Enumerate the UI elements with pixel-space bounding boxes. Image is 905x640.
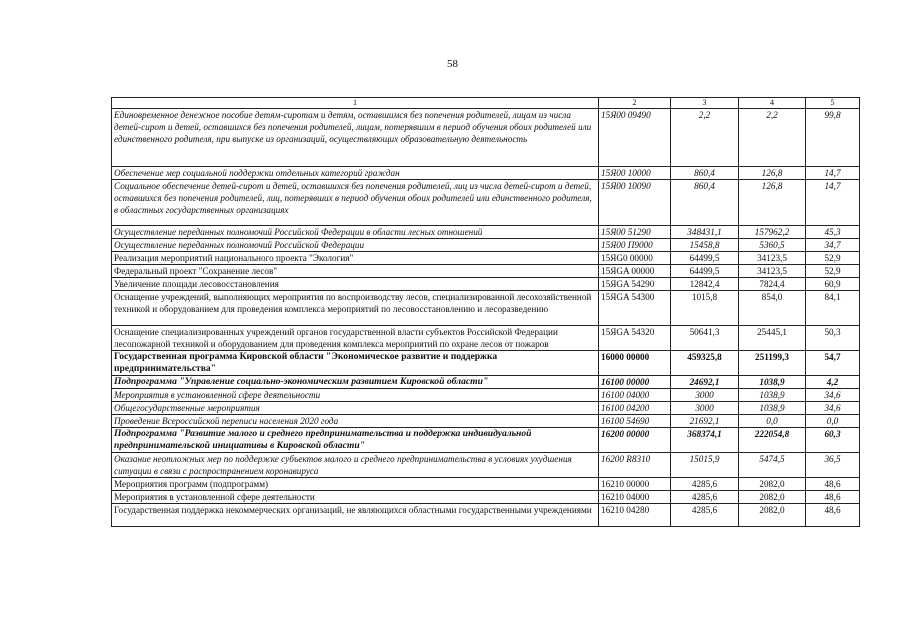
row-value-3-cell: 368374,1 xyxy=(671,428,739,453)
row-value-5-cell: 52,9 xyxy=(806,252,860,265)
table-header-row xyxy=(112,98,860,109)
row-value-4-cell: 251199,3 xyxy=(739,351,806,376)
row-value-5-cell: 48,6 xyxy=(806,478,860,491)
row-value-5-cell: 50,3 xyxy=(806,326,860,351)
row-value-3-cell: 4285,6 xyxy=(671,491,739,504)
row-value-4-cell: 1038,9 xyxy=(739,402,806,415)
row-value-4-cell: 0,0 xyxy=(739,415,806,428)
table-row xyxy=(112,109,860,167)
row-value-4-cell: 2,2 xyxy=(739,109,806,167)
row-value-3-cell: 459325,8 xyxy=(671,351,739,376)
row-value-3-cell: 1015,8 xyxy=(671,291,739,326)
row-value-5-cell: 60,9 xyxy=(806,278,860,291)
row-value-5-cell: 4,2 xyxy=(806,376,860,389)
row-value-3-cell: 24692,1 xyxy=(671,376,739,389)
row-value-4-cell: 126,8 xyxy=(739,167,806,180)
table-row xyxy=(112,226,860,239)
table-row xyxy=(112,351,860,376)
table-row xyxy=(112,265,860,278)
row-value-5-cell: 34,7 xyxy=(806,239,860,252)
header-col-5: 5 xyxy=(806,98,860,109)
row-value-3-cell: 21692,1 xyxy=(671,415,739,428)
row-code-cell: 15ЯGA 54290 xyxy=(599,278,671,291)
row-value-4-cell: 2082,0 xyxy=(739,478,806,491)
row-code-cell: 15Я00 10090 xyxy=(599,180,671,226)
row-name-cell: Оснащение учреждений, выполняющих мероприятия по воспроизводству лесов, специализированной лесохозяйственной техникой и оборудованием для проведения комплекса мероприятий по лесовосстановлению и лесоразведению xyxy=(112,291,599,326)
row-code-cell: 16210 04280 xyxy=(599,504,671,527)
row-name-cell: Единовременное денежное пособие детям-сиротам и детям, оставшимся без попечения родителей, лицам из числа детей-сирот и детей, оставшихся без попечения родителей, лицам, потерявшим в период обучения обоих родителей или единственного родителя, при выпуске из организаций, осуществляющих образовательную деятельность xyxy=(112,109,599,167)
header-col-3: 3 xyxy=(671,98,739,109)
row-name-cell: Мероприятия в установленной сфере деятельности xyxy=(112,491,599,504)
row-name-cell: Общегосударственные мероприятия xyxy=(112,402,599,415)
row-value-5-cell: 99,8 xyxy=(806,109,860,167)
row-name-cell: Государственная поддержка некоммерческих организаций, не являющихся областными государственными учреждениями xyxy=(112,504,599,527)
table-row xyxy=(112,478,860,491)
row-value-3-cell: 12842,4 xyxy=(671,278,739,291)
table-row xyxy=(112,453,860,478)
row-value-5-cell: 54,7 xyxy=(806,351,860,376)
row-value-5-cell: 48,6 xyxy=(806,491,860,504)
row-code-cell: 16210 04000 xyxy=(599,491,671,504)
row-name-cell: Подпрограмма "Управление социально-экономическим развитием Кировской области" xyxy=(112,376,599,389)
row-value-3-cell: 15015,9 xyxy=(671,453,739,478)
row-value-3-cell: 3000 xyxy=(671,402,739,415)
row-name-cell: Социальное обеспечение детей-сирот и детей, оставшихся без попечения родителей, лиц из числа детей-сирот и детей, оставшихся без попечения родителей, лиц, потерявших в период обучения обоих родителей или единственного родителя, в областных государственных организациях xyxy=(112,180,599,226)
row-name-cell: Увеличение площади лесовосстановления xyxy=(112,278,599,291)
row-name-cell: Подпрограмма "Развитие малого и среднего предпринимательства и поддержка индивидуальной предпринимательской инициативы в Кировской области" xyxy=(112,428,599,453)
row-value-3-cell: 348431,1 xyxy=(671,226,739,239)
row-value-5-cell: 48,6 xyxy=(806,504,860,527)
row-value-4-cell: 126,8 xyxy=(739,180,806,226)
row-name-cell: Оснащение специализированных учреждений органов государственной власти субъектов Российской Федерации лесопожарной техникой и оборудованием для проведения комплекса мероприятий по охране лесов от пожаров xyxy=(112,326,599,351)
row-code-cell: 15ЯG0 00000 xyxy=(599,252,671,265)
row-value-3-cell: 3000 xyxy=(671,389,739,402)
row-value-5-cell: 0,0 xyxy=(806,415,860,428)
row-value-4-cell: 1038,9 xyxy=(739,389,806,402)
row-value-3-cell: 15458,8 xyxy=(671,239,739,252)
row-value-5-cell: 52,9 xyxy=(806,265,860,278)
table-row xyxy=(112,376,860,389)
row-value-3-cell: 4285,6 xyxy=(671,478,739,491)
row-code-cell: 16100 04000 xyxy=(599,389,671,402)
row-code-cell: 16210 00000 xyxy=(599,478,671,491)
row-value-4-cell: 2082,0 xyxy=(739,504,806,527)
row-name-cell: Осуществление переданных полномочий Российской Федерации xyxy=(112,239,599,252)
row-code-cell: 16200 00000 xyxy=(599,428,671,453)
row-name-cell: Федеральный проект "Сохранение лесов" xyxy=(112,265,599,278)
row-code-cell: 15ЯGA 54320 xyxy=(599,326,671,351)
row-value-3-cell: 2,2 xyxy=(671,109,739,167)
header-col-1: 1 xyxy=(112,98,599,109)
table-row xyxy=(112,291,860,326)
row-name-cell: Мероприятия в установленной сфере деятельности xyxy=(112,389,599,402)
row-value-5-cell: 84,1 xyxy=(806,291,860,326)
row-value-3-cell: 860,4 xyxy=(671,180,739,226)
row-name-cell: Обеспечение мер социальной поддержки отдельных категорий граждан xyxy=(112,167,599,180)
row-value-5-cell: 34,6 xyxy=(806,402,860,415)
row-value-5-cell: 14,7 xyxy=(806,167,860,180)
row-code-cell: 16200 R8310 xyxy=(599,453,671,478)
row-code-cell: 15Я00 10000 xyxy=(599,167,671,180)
row-name-cell: Мероприятия программ (подпрограмм) xyxy=(112,478,599,491)
row-value-5-cell: 60,3 xyxy=(806,428,860,453)
row-value-5-cell: 14,7 xyxy=(806,180,860,226)
row-name-cell: Оказание неотложных мер по поддержке субъектов малого и среднего предпринимательства в условиях ухудшения ситуации в связи с распространением коронавируса xyxy=(112,453,599,478)
header-col-4: 4 xyxy=(739,98,806,109)
table-row xyxy=(112,402,860,415)
row-value-5-cell: 36,5 xyxy=(806,453,860,478)
row-name-cell: Государственная программа Кировской области "Экономическое развитие и поддержка предпринимательства" xyxy=(112,351,599,376)
row-name-cell: Осуществление переданных полномочий Российской Федерации в области лесных отношений xyxy=(112,226,599,239)
row-value-3-cell: 860,4 xyxy=(671,167,739,180)
row-value-4-cell: 5474,5 xyxy=(739,453,806,478)
row-code-cell: 15Я00 09490 xyxy=(599,109,671,167)
page-number: 58 xyxy=(447,58,458,70)
row-value-5-cell: 45,3 xyxy=(806,226,860,239)
row-value-4-cell: 157962,2 xyxy=(739,226,806,239)
row-value-4-cell: 854,0 xyxy=(739,291,806,326)
table-row xyxy=(112,278,860,291)
row-value-3-cell: 64499,5 xyxy=(671,252,739,265)
row-code-cell: 15Я00 П9000 xyxy=(599,239,671,252)
row-code-cell: 15ЯGA 00000 xyxy=(599,265,671,278)
row-code-cell: 15Я00 51290 xyxy=(599,226,671,239)
row-code-cell: 16100 04200 xyxy=(599,402,671,415)
table-row xyxy=(112,180,860,226)
table-row xyxy=(112,252,860,265)
row-value-4-cell: 2082,0 xyxy=(739,491,806,504)
row-value-3-cell: 64499,5 xyxy=(671,265,739,278)
row-name-cell: Проведение Всероссийской переписи населения 2020 года xyxy=(112,415,599,428)
row-code-cell: 15ЯGA 54300 xyxy=(599,291,671,326)
header-col-2: 2 xyxy=(599,98,671,109)
table-row xyxy=(112,504,860,527)
table-row xyxy=(112,389,860,402)
table-row xyxy=(112,491,860,504)
row-value-5-cell: 34,6 xyxy=(806,389,860,402)
row-code-cell: 16100 54690 xyxy=(599,415,671,428)
row-value-4-cell: 1038,9 xyxy=(739,376,806,389)
table-row xyxy=(112,167,860,180)
row-value-4-cell: 34123,5 xyxy=(739,265,806,278)
row-value-4-cell: 222054,8 xyxy=(739,428,806,453)
table-row xyxy=(112,428,860,453)
row-name-cell: Реализация мероприятий национального проекта "Экология" xyxy=(112,252,599,265)
row-code-cell: 16000 00000 xyxy=(599,351,671,376)
row-value-4-cell: 5360,5 xyxy=(739,239,806,252)
row-code-cell: 16100 00000 xyxy=(599,376,671,389)
row-value-4-cell: 25445,1 xyxy=(739,326,806,351)
table-row xyxy=(112,415,860,428)
row-value-4-cell: 7824,4 xyxy=(739,278,806,291)
row-value-4-cell: 34123,5 xyxy=(739,252,806,265)
row-value-3-cell: 4285,6 xyxy=(671,504,739,527)
budget-table xyxy=(111,97,860,527)
row-value-3-cell: 50641,3 xyxy=(671,326,739,351)
table-row xyxy=(112,326,860,351)
table-row xyxy=(112,239,860,252)
